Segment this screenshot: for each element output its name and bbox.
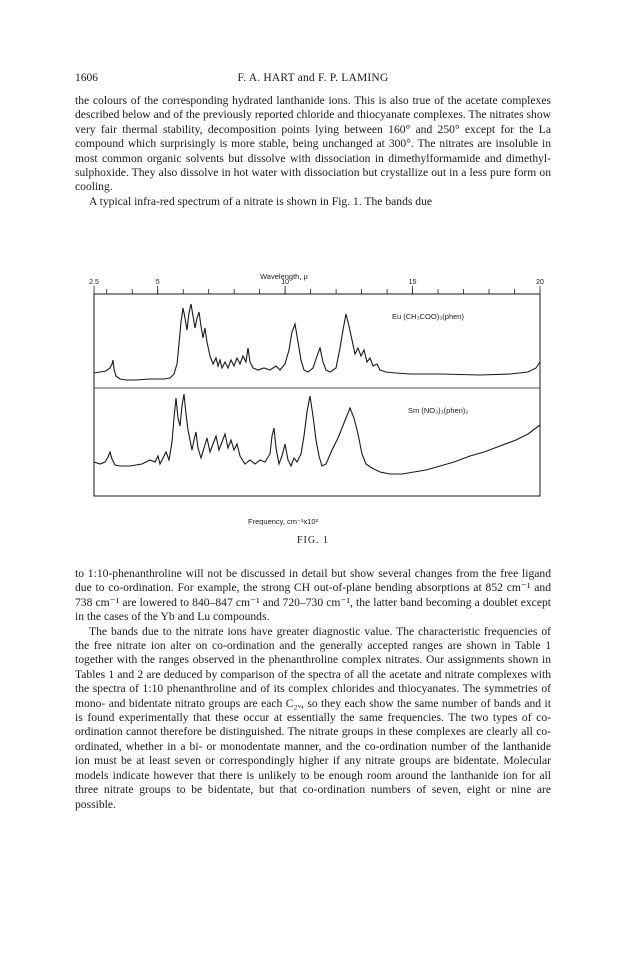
top-tick-label: 20 <box>536 279 544 286</box>
top-tick-label: 2.5 <box>89 279 99 286</box>
page-header <box>75 72 551 88</box>
spectrum-frame <box>94 294 540 496</box>
body-paragraph-2: The bands due to the nitrate ions have greater diagnostic value. The characteristic frequencies of the free nitrate ion alter on co-ordination and the generally accepted ranges are shown in Table 1 together with the ranges observed in the phenanthroline complex nitrates. Our assignments shown in Tables 1 and 2 are deduced by comparison of the spectra of all the acetate and nitrate complexes with the spectra of 1:10 phenanthroline and of its complex chlorides and thiocyanates. The symmetries of mono- and bidentate nitrato groups are each C₂ᵥ, so they each show the same number of bands and it is found experimentally that these occur at essentially the same frequencies. The two types of co-ordination cannot therefore be distinguished. The nitrate groups in these complexes are clearly all co-ordinated, whether in a bi- or monodentate manner, and the co-ordination number of the lanthanide ion must be at least seven or correspondingly higher if any nitrate groups are bidentate. Molecular models indicate however that there is unlikely to be enough room around the lanthanide ion for all three nitrate groups to be bidentate, but that co-ordination numbers of seven, eight or nine are possible. <box>75 624 551 811</box>
page-number: 1606 <box>75 72 98 84</box>
top-tick-label: 15 <box>408 279 417 286</box>
top-axis-title: Wavelength, μ <box>260 272 308 281</box>
upper-spectrum-label: Eu (CH₃COO)₃(phen) <box>392 312 464 321</box>
body-paragraph-1: to 1:10-phenanthroline will not be discussed in detail but show several changes from the free ligand due to co-ordination. For example, the strong CH out-of-plane bending absorptions at 852 cm⁻¹ and 738 cm⁻¹ are lowered to 840–847 cm⁻¹ and 720–730 cm⁻¹, the latter band becoming a doublet except in the cases of the Yb and Lu compounds. <box>75 567 551 624</box>
lower-spectrum-label: Sm (NO₃)₃(phen)₂ <box>408 406 469 415</box>
upper-spectrum-trace <box>94 304 540 380</box>
figure-caption: FIG. 1 <box>296 535 330 546</box>
lower-spectrum-trace <box>94 394 540 474</box>
intro-paragraph: the colours of the corresponding hydrated lanthanide ions. This is also true of the acetate complexes described below and of the previously reported chloride and thiocyanate complexes. The nitrates show very fair thermal stability, decomposition points lying between 160° and 250° except for the La compound which surprisingly is more stable, being unchanged at 300°. The nitrates are insoluble in most common organic solvents but dissolve with dissociation in dimethylformamide and dimethyl-sulphoxide. They also dissolve in hot water with dissociation but crystallize out in a less pure form on cooling. <box>75 94 551 194</box>
intro-paragraph-2: A typical infra-red spectrum of a nitrate is shown in Fig. 1. The bands due <box>89 194 433 208</box>
ir-spectrum-figure <box>80 268 550 528</box>
bottom-axis-title: Frequency, cm⁻¹x10² <box>248 517 319 526</box>
body-text <box>75 567 551 812</box>
running-head-authors: F. A. HART and F. P. LAMING <box>237 72 389 84</box>
top-axis-ticks <box>89 279 544 294</box>
intro-text <box>75 94 551 209</box>
top-tick-label: 5 <box>155 279 160 286</box>
top-tick-label: 10 <box>281 279 290 286</box>
